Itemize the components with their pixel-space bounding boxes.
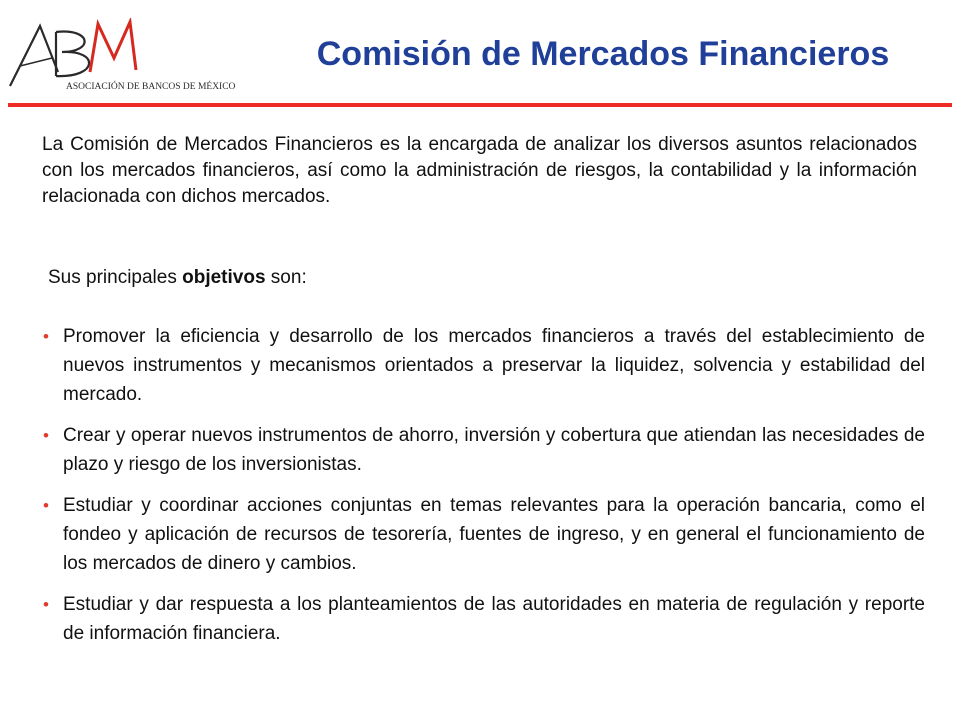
bullet-icon: • xyxy=(43,496,49,515)
bullet-icon: • xyxy=(43,426,49,445)
objective-text: Promover la eficiencia y desarrollo de los mercados financieros a través del establecimiento de nuevos instrumentos y mecanismos orientados a preservar la liquidez, solvencia y estabilidad del mercado. xyxy=(63,326,925,405)
page-title: Comisión de Mercados Financieros xyxy=(316,35,890,73)
logo-letter-b xyxy=(56,32,89,77)
abm-logo xyxy=(6,18,266,98)
bullet-icon: • xyxy=(43,595,49,614)
logo-letter-m xyxy=(90,22,136,72)
objective-text: Crear y operar nuevos instrumentos de ahorro, inversión y cobertura que atiendan las necesidades de plazo y riesgo de los inversionistas. xyxy=(63,425,925,475)
title-divider xyxy=(8,103,952,107)
objectives-lead-after: son: xyxy=(265,267,307,288)
logo-subtitle: ASOCIACIÓN DE BANCOS DE MÉXICO xyxy=(66,82,236,92)
logo-letter-a-bar xyxy=(20,58,52,66)
bullet-icon: • xyxy=(43,327,49,346)
objectives-lead-before: Sus principales xyxy=(48,267,183,288)
intro-paragraph: La Comisión de Mercados Financieros es la encargada de analizar los diversos asuntos relacionados con los mercados financieros, así como la administración de riesgos, la contabilidad y la información relacionada con dichos mercados. xyxy=(42,134,917,207)
objectives-lead-bold: objetivos xyxy=(182,267,266,288)
objective-text: Estudiar y coordinar acciones conjuntas en temas relevantes para la operación bancaria, como el fondeo y aplicación de recursos de tesorería, fuentes de ingreso, y en general el funcionamiento de los mercados de dinero y cambios. xyxy=(63,495,925,574)
objective-text: Estudiar y dar respuesta a los planteamientos de las autoridades en materia de regulación y reporte de información financiera. xyxy=(63,594,925,644)
logo-letter-a xyxy=(10,26,58,86)
objectives-lead xyxy=(48,265,748,291)
